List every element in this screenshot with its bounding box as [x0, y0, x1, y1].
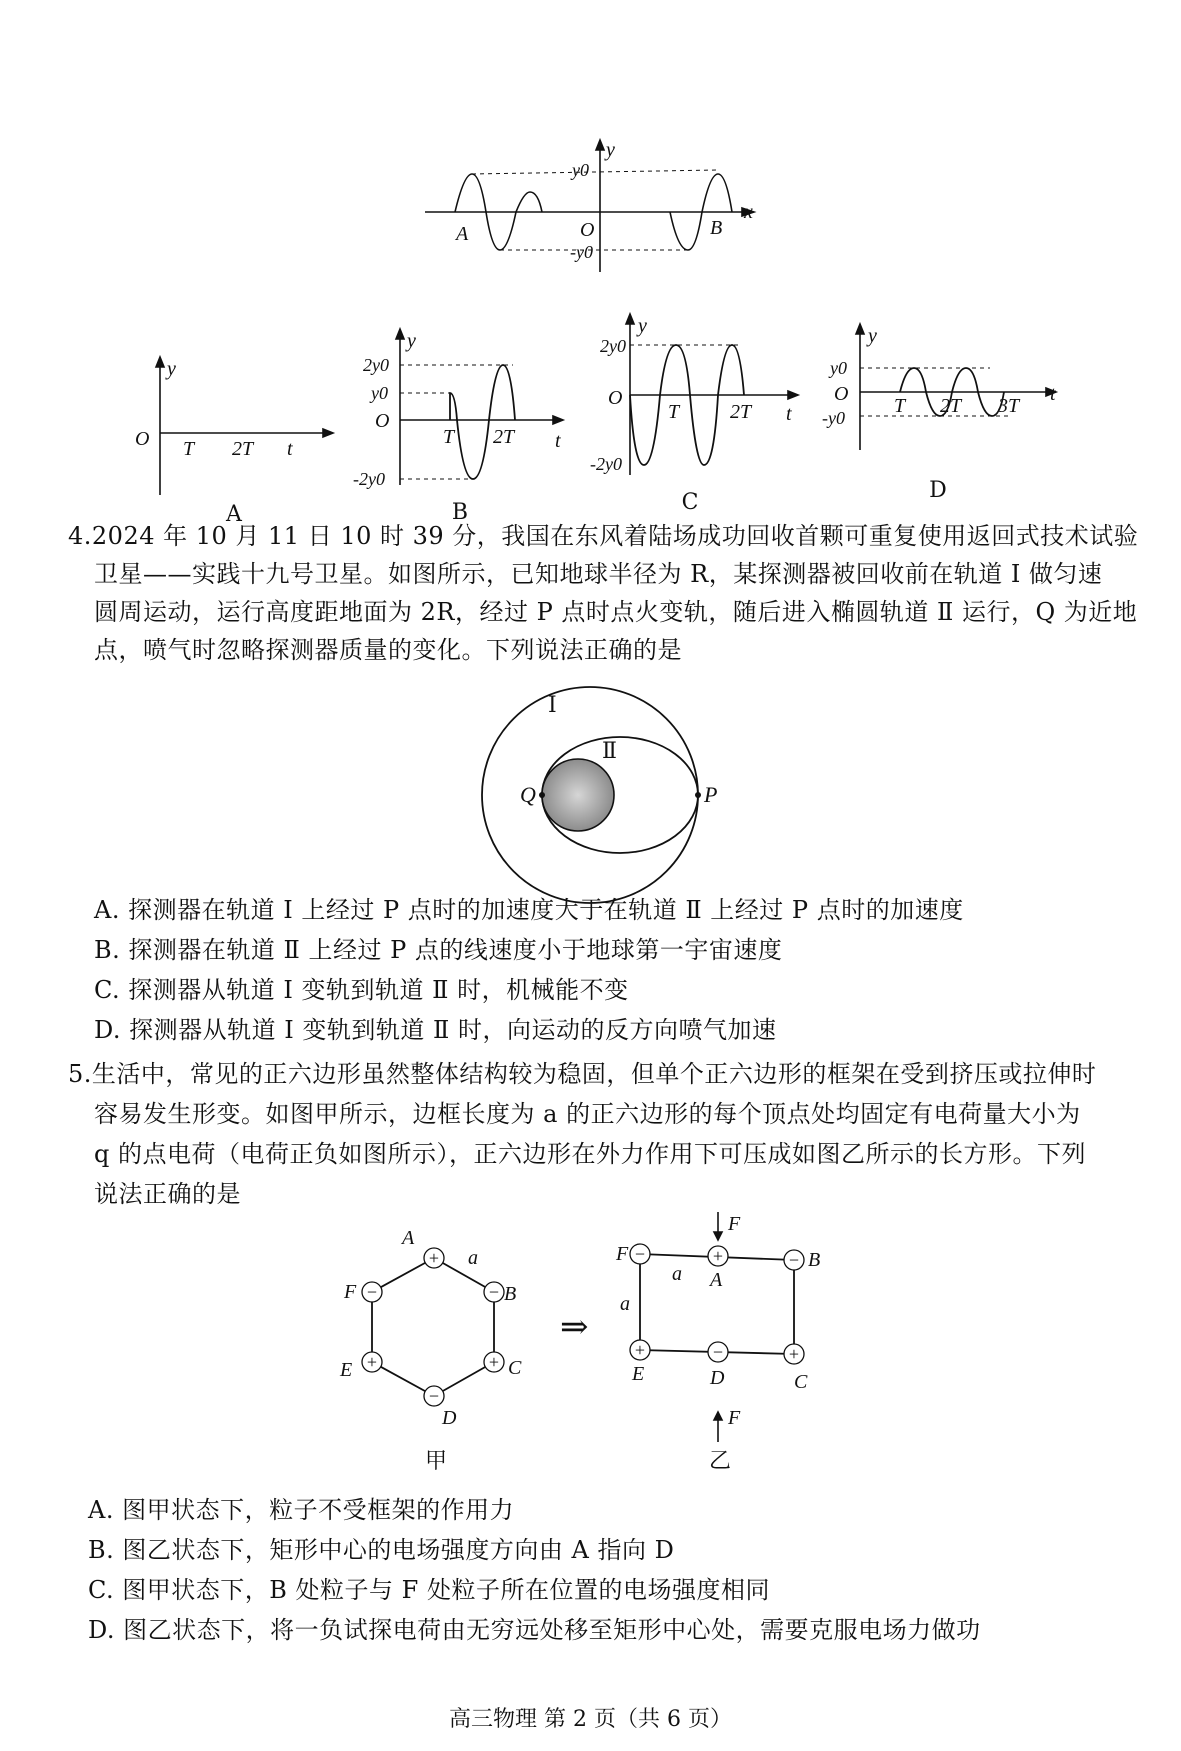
q5-option-d: D. 图乙状态下，将一负试探电荷由无穷远处移至矩形中心处，需要克服电场力做功	[88, 1616, 981, 1644]
hex-charge-e: +	[366, 1352, 378, 1372]
hex-label-e: E	[340, 1359, 353, 1381]
graph-d-caption: D	[929, 478, 947, 503]
graph-b-2y0: 2y0	[363, 355, 389, 375]
graph-a	[135, 355, 335, 505]
graph-b-y0: y0	[371, 383, 388, 403]
hex-charge-c: +	[488, 1352, 500, 1372]
q4-line-1: 4.2024 年 10 月 11 日 10 时 39 分，我国在东风着陆场成功回收首颗可重复使用返回式技术试验	[68, 522, 1139, 550]
hex-charge-b: −	[488, 1282, 500, 1302]
rect-label-c: C	[794, 1371, 808, 1393]
force-top-arrow	[714, 1232, 722, 1240]
orbit-point-q: Q	[520, 782, 536, 807]
wave-point-b: B	[710, 217, 723, 239]
graph-c-caption: C	[681, 490, 699, 515]
graph-c-tick-t: T	[668, 401, 680, 423]
graph-c	[590, 310, 820, 480]
orbit-point-p: P	[704, 782, 718, 807]
graph-b-tick-t: T	[443, 426, 455, 448]
hexagon-frame	[339, 1227, 522, 1429]
orbit-label-1: Ⅰ	[548, 692, 557, 717]
transform-arrow: ⇒	[560, 1309, 589, 1346]
graph-c-origin: O	[608, 387, 623, 409]
rect-charge-a: +	[712, 1246, 724, 1266]
rect-label-f: F	[616, 1243, 629, 1265]
graph-b-neg2y0: -2y0	[353, 469, 385, 489]
graph-c-2y0: 2y0	[600, 336, 626, 356]
force-bottom-arrow	[714, 1412, 722, 1420]
hex-label-f: F	[344, 1281, 357, 1303]
q4-line-4: 点，喷气时忽略探测器质量的变化。下列说法正确的是	[94, 636, 682, 664]
graph-a-origin: O	[135, 428, 150, 450]
graph-d-tick-t: T	[894, 395, 906, 417]
graph-d-tick-2t: 2T	[940, 395, 962, 417]
q4-option-d: D. 探测器从轨道 Ⅰ 变轨到轨道 Ⅱ 时，向运动的反方向喷气加速	[94, 1016, 777, 1044]
graph-b-caption: B	[451, 500, 469, 525]
hex-label-c: C	[508, 1357, 522, 1379]
rect-charge-f: −	[634, 1244, 646, 1264]
graph-c-neg2y0: -2y0	[590, 454, 622, 474]
rect-charge-e: +	[634, 1340, 646, 1360]
q4-option-a: A. 探测器在轨道 Ⅰ 上经过 P 点时的加速度大于在轨道 Ⅱ 上经过 P 点时的加速度	[94, 896, 964, 924]
hex-charge-a: +	[428, 1248, 440, 1268]
wave-neg-y0-label: -y0	[570, 242, 593, 262]
rectangle-frame	[615, 1212, 820, 1442]
graph-c-axis-y: y	[638, 315, 647, 337]
rect-label-d: D	[710, 1367, 725, 1389]
rect-charge-b: −	[788, 1250, 800, 1270]
rect-side-left: a	[620, 1293, 630, 1315]
q4-line-2: 卫星——实践十九号卫星。如图所示，已知地球半径为 R，某探测器被回收前在轨道 Ⅰ 做匀速	[94, 560, 1103, 588]
rect-side-top: a	[672, 1263, 682, 1285]
graph-c-tick-2t: 2T	[730, 401, 752, 423]
force-bottom-label: F	[728, 1407, 741, 1429]
graph-d-axis-t: t	[1050, 383, 1056, 405]
rect-caption: 乙	[708, 1449, 731, 1474]
rect-label-b: B	[808, 1249, 821, 1271]
q5-option-b: B. 图乙状态下，矩形中心的电场强度方向由 A 指向 D	[88, 1536, 675, 1564]
earth	[542, 759, 614, 831]
q5-line-1: 5.生活中，常见的正六边形虽然整体结构较为稳固，但单个正六边形的框架在受到挤压或拉伸时	[68, 1060, 1097, 1088]
q5-line-2: 容易发生形变。如图甲所示，边框长度为 a 的正六边形的每个顶点处均固定有电荷量大小为	[94, 1100, 1081, 1128]
hex-label-b: B	[504, 1283, 517, 1305]
rect-label-a: A	[710, 1269, 723, 1291]
hex-label-a: A	[402, 1227, 415, 1249]
page-footer: 高三物理 第 2 页（共 6 页）	[449, 1707, 732, 1732]
wave-point-a: A	[456, 223, 469, 245]
graph-b-axis-t: t	[555, 430, 561, 452]
wave-figure	[420, 140, 760, 280]
q5-line-4: 说法正确的是	[94, 1180, 241, 1208]
graph-a-tick-2t: 2T	[232, 438, 254, 460]
hex-label-d: D	[442, 1407, 457, 1429]
graph-d-origin: O	[834, 383, 849, 405]
wave-y0-label: y0	[572, 160, 589, 180]
q4-option-c: C. 探测器从轨道 Ⅰ 变轨到轨道 Ⅱ 时，机械能不变	[94, 976, 629, 1004]
graph-b-axis-y: y	[407, 330, 416, 352]
graph-a-axis-t: t	[287, 438, 293, 460]
graph-d-y0: y0	[830, 358, 847, 378]
hex-side-label: a	[468, 1247, 478, 1269]
q5-line-3: q 的点电荷（电荷正负如图所示），正六边形在外力作用下可压成如图乙所示的长方形。下列	[94, 1140, 1086, 1168]
force-top-label: F	[728, 1213, 741, 1235]
graph-b-tick-2t: 2T	[493, 426, 515, 448]
graph-b	[345, 325, 575, 495]
wave-origin: O	[580, 219, 595, 241]
graph-b-origin: O	[375, 410, 390, 432]
orbit-label-2: Ⅱ	[602, 738, 617, 763]
graph-a-tick-t: T	[183, 438, 195, 460]
graph-d-tick-3t: 3T	[998, 395, 1020, 417]
q5-option-a: A. 图甲状态下，粒子不受框架的作用力	[88, 1496, 515, 1524]
hex-caption: 甲	[424, 1449, 447, 1474]
graph-d-axis-y: y	[868, 325, 877, 347]
graph-d	[822, 320, 1070, 470]
graph-a-caption: A	[226, 502, 242, 527]
q4-line-3: 圆周运动，运行高度距地面为 2R，经过 P 点时点火变轨，随后进入椭圆轨道 Ⅱ 运行，Q 为近地	[94, 598, 1138, 626]
rect-charge-d: −	[712, 1342, 724, 1362]
wave-axis-x: x	[744, 201, 753, 223]
orbit-figure	[470, 680, 730, 920]
rect-label-e: E	[632, 1363, 645, 1385]
q5-option-c: C. 图甲状态下，B 处粒子与 F 处粒子所在位置的电场强度相同	[88, 1576, 770, 1604]
graph-a-axis-y: y	[167, 358, 176, 380]
graph-d-neg-y0: -y0	[822, 408, 845, 428]
q4-option-b: B. 探测器在轨道 Ⅱ 上经过 P 点的线速度小于地球第一宇宙速度	[94, 936, 783, 964]
rect-charge-c: +	[788, 1344, 800, 1364]
hex-charge-f: −	[366, 1282, 378, 1302]
hex-charge-d: −	[428, 1386, 440, 1406]
charge-figure	[330, 1210, 850, 1470]
graph-c-axis-t: t	[786, 403, 792, 425]
wave-axis-y: y	[606, 139, 615, 161]
